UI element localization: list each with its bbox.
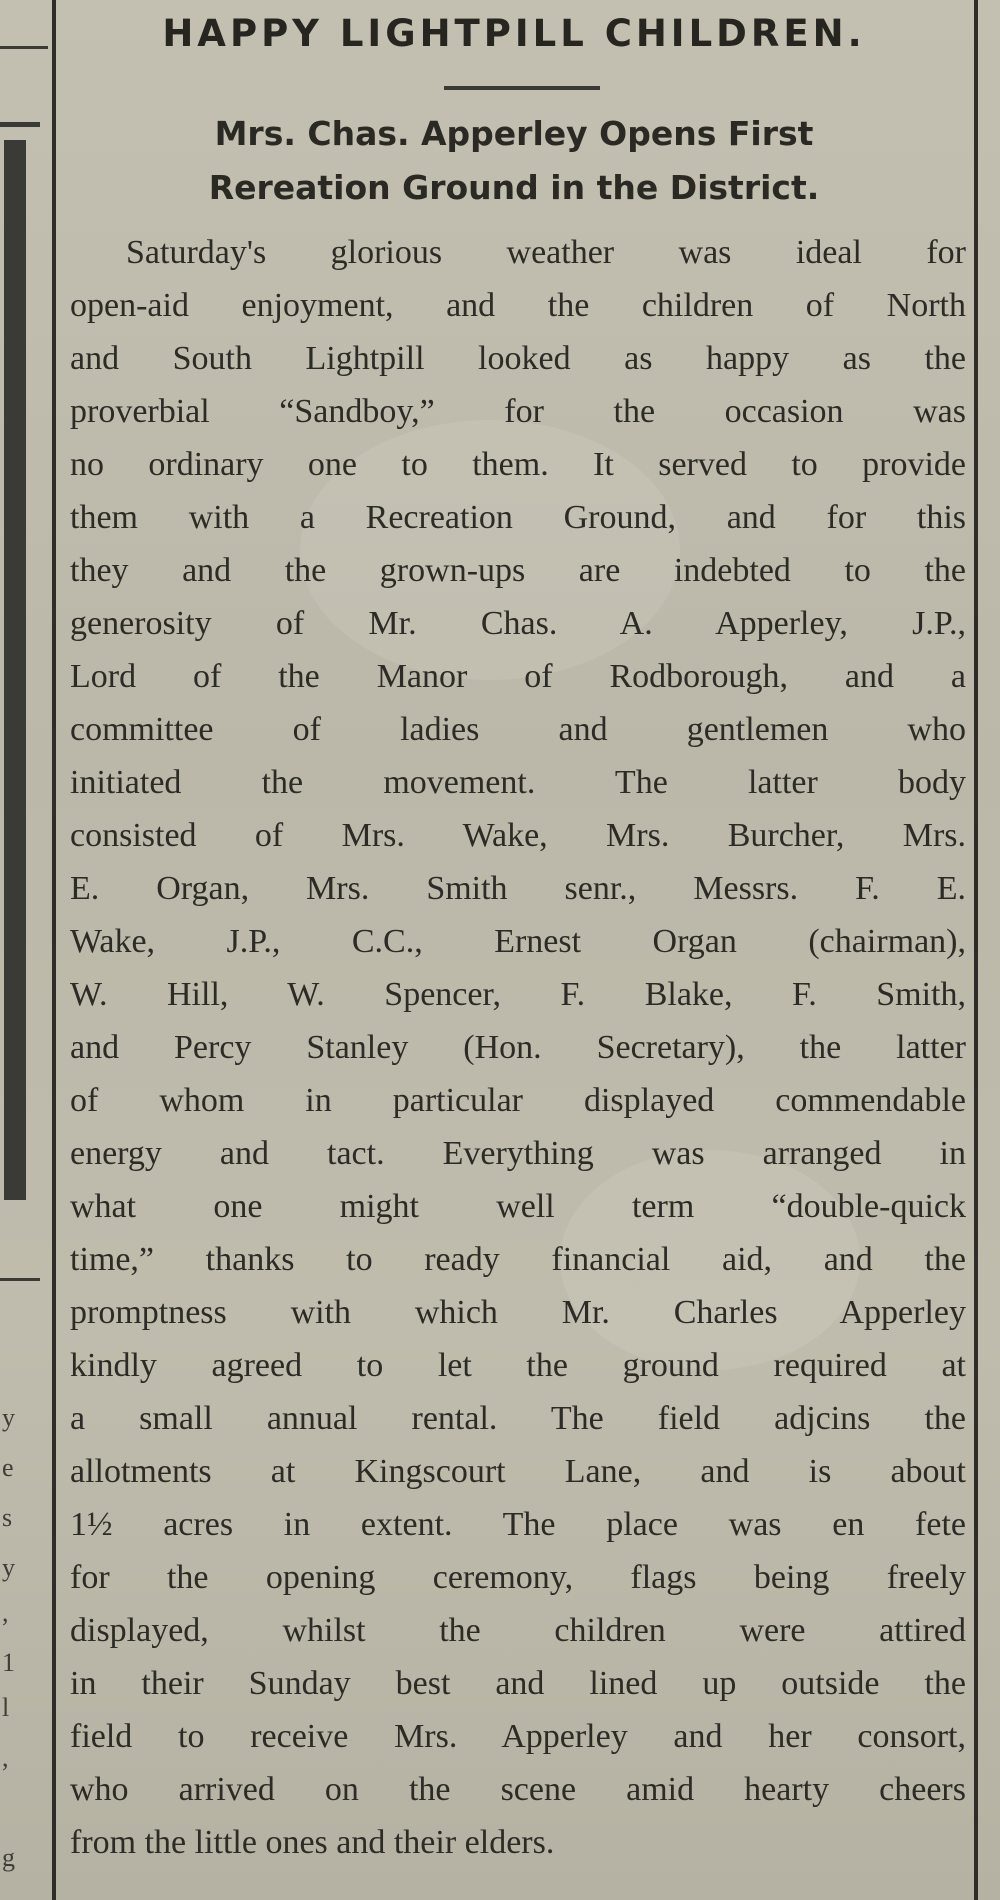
body-line: Wake, J.P., C.C., Ernest Organ (chairman), [70,923,966,960]
body-line: consisted of Mrs. Wake, Mrs. Burcher, Mrs. [70,817,966,854]
margin-letter: y [2,1553,15,1582]
body-line: in their Sunday best and lined up outside the [70,1665,966,1702]
subheadline-line: Mrs. Chas. Apperley Opens First [214,114,814,153]
body-line: initiated the movement. The latter body [70,764,966,801]
margin-letter: l [2,1693,10,1722]
body-line: time,” thanks to ready financial aid, and the [70,1241,966,1278]
body-line: a small annual rental. The field adjcins the [70,1400,966,1437]
subheadline-line: Rereation Ground in the District. [208,168,820,207]
body-line: proverbial “Sandboy,” for the occasion was [70,393,966,430]
body-line: what one might well term “double-quick [70,1188,966,1225]
body-line: of whom in particular displayed commendable [70,1082,966,1119]
body-line: they and the grown-ups are indebted to the [70,552,966,589]
headline-divider [444,86,600,90]
body-line: open-aid enjoyment, and the children of North [70,287,966,324]
body-line: kindly agreed to let the ground required at [70,1347,966,1384]
body-line: who arrived on the scene amid hearty cheers [70,1771,966,1808]
margin-letter: s [2,1503,13,1532]
margin-letter: , [2,1598,9,1627]
margin-letter: , [2,1743,9,1772]
body-line: committee of ladies and gentlemen who [70,711,966,748]
body-line: and South Lightpill looked as happy as the [70,340,966,377]
body-line: energy and tact. Everything was arranged in [70,1135,966,1172]
body-line: promptness with which Mr. Charles Apperley [70,1294,966,1331]
body-line: Lord of the Manor of Rodborough, and a [70,658,966,695]
body-line: them with a Recreation Ground, and for this [70,499,966,536]
body-line: E. Organ, Mrs. Smith senr., Messrs. F. E. [70,870,966,907]
headline: HAPPY LIGHTPILL CHILDREN. [162,12,866,55]
body-line: from the little ones and their elders. [70,1824,555,1861]
margin-letter: 1 [2,1648,15,1677]
body-line: for the opening ceremony, flags being freely [70,1559,966,1596]
body-line: displayed, whilst the children were attired [70,1612,966,1649]
right-column-rule [974,0,978,1900]
body-line: Saturday's glorious weather was ideal for [126,234,966,271]
margin-letter: y [2,1403,15,1432]
body-line: allotments at Kingscourt Lane, and is about [70,1453,966,1490]
margin-letter: e [2,1453,14,1482]
body-line: W. Hill, W. Spencer, F. Blake, F. Smith, [70,976,966,1013]
adjacent-column-fragment [0,0,52,1900]
body-line: and Percy Stanley (Hon. Secretary), the latter [70,1029,966,1066]
body-line: field to receive Mrs. Apperley and her consort, [70,1718,966,1755]
body-line: 1½ acres in extent. The place was en fete [70,1506,966,1543]
article [54,0,974,1900]
body-line: no ordinary one to them. It served to provide [70,446,966,483]
margin-letter: g [2,1843,15,1872]
body-line: generosity of Mr. Chas. A. Apperley, J.P., [70,605,966,642]
